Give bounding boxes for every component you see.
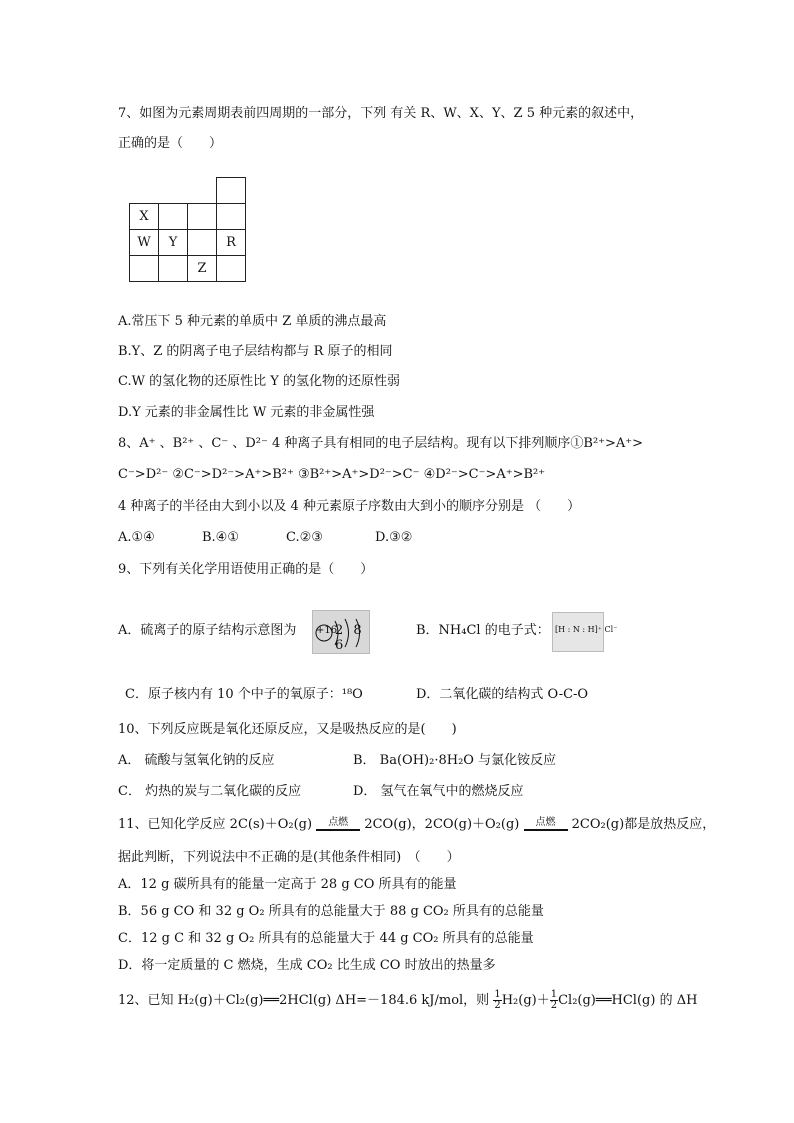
q11-text-post: 2CO₂(g)都是放热反应， bbox=[571, 817, 716, 832]
q10-option-a: A． 硫酸与氢氧化钠的反应 bbox=[118, 753, 275, 768]
fraction-numerator: 1 bbox=[550, 989, 558, 1000]
electron-shells: 2 8 6 bbox=[335, 623, 365, 653]
q8-option-a: A.①④ bbox=[118, 530, 155, 545]
table-cell bbox=[159, 178, 188, 204]
q11-text-pre: 11、已知化学反应 2C(s)＋O₂(g) bbox=[118, 817, 313, 832]
q7-option-b: B.Y、Z 的阴离子电子层结构都与 R 原子的相同 bbox=[118, 344, 393, 359]
q8-line3: 4 种离子的半径由大到小以及 4 种元素原子序数由大到小的顺序分别是 （ ） bbox=[118, 499, 581, 514]
q7-stem-line1: 7、如图为元素周期表前四周期的一部分，下列 有关 R、W、X、Y、Z 5 种元素的叙述中， bbox=[118, 106, 644, 121]
table-cell: R bbox=[217, 230, 246, 256]
q9-option-b-text: B．NH₄Cl 的电子式： bbox=[416, 623, 550, 638]
nh4cl-electron-formula bbox=[552, 612, 618, 652]
q12-stem bbox=[118, 990, 697, 1011]
q11-option-b: B．56 g CO 和 32 g O₂ 所具有的总能量大于 88 g CO₂ 所具有的总能量 bbox=[118, 904, 544, 919]
condition-label: 点燃 bbox=[535, 817, 556, 828]
q11-stem-line1 bbox=[118, 815, 715, 835]
q10-stem: 10、下列反应既是氧化还原反应，又是吸热反应的是( ) bbox=[118, 722, 457, 737]
reaction-condition-2 bbox=[524, 818, 568, 831]
q7-option-d: D.Y 元素的非金属性比 W 元素的非金属性强 bbox=[118, 405, 375, 420]
electron-formula-text: [H : N : H]⁺ Cl⁻ bbox=[555, 625, 618, 634]
q11-option-a: A．12 g 碳所具有的能量一定高于 28 g CO 所具有的能量 bbox=[118, 877, 457, 892]
nucleus-charge: +16 bbox=[316, 625, 338, 636]
q11-text-mid: 2CO(g)，2CO(g)＋O₂(g) bbox=[364, 817, 520, 832]
q7-option-c: C.W 的氢化物的还原性比 Y 的氢化物的还原性弱 bbox=[118, 374, 400, 389]
q10-option-d: D． 氢气在氧气中的燃烧反应 bbox=[353, 784, 524, 799]
table-cell bbox=[130, 256, 159, 282]
q7-option-a: A.常压下 5 种元素的单质中 Z 单质的沸点最高 bbox=[118, 314, 387, 329]
table-cell bbox=[188, 204, 217, 230]
q12-text-pre: 12、已知 H₂(g)＋Cl₂(g)══2HCl(g) ΔH=－184.6 kJ/mol，则 bbox=[118, 993, 490, 1008]
periodic-table-fragment bbox=[129, 177, 246, 282]
fraction-denominator: 2 bbox=[550, 1000, 558, 1011]
sulfur-ion-diagram bbox=[312, 610, 370, 654]
q9-stem: 9、下列有关化学用语使用正确的是（ ） bbox=[118, 562, 374, 577]
q9-option-d: D．二氧化碳的结构式 O-C-O bbox=[416, 687, 589, 702]
q11-option-d: D．将一定质量的 C 燃烧，生成 CO₂ 比生成 CO 时放出的热量多 bbox=[118, 958, 496, 973]
reaction-condition-1 bbox=[316, 818, 360, 831]
table-cell bbox=[217, 256, 246, 282]
q11-stem-line2: 据此判断，下列说法中不正确的是(其他条件相同) （ ） bbox=[118, 850, 460, 865]
table-cell bbox=[130, 178, 159, 204]
q12-text-mid1: H₂(g)＋ bbox=[501, 993, 550, 1008]
q9-option-c: C．原子核内有 10 个中子的氧原子：¹⁸O bbox=[125, 687, 363, 702]
q10-option-c: C． 灼热的炭与二氧化碳的反应 bbox=[118, 784, 302, 799]
q8-option-b: B.④① bbox=[202, 530, 239, 545]
q8-line2: C⁻>D²⁻ ②C⁻>D²⁻>A⁺>B²⁺ ③B²⁺>A⁺>D²⁻>C⁻ ④D²⁻>C⁻>A⁺>B²⁺ bbox=[118, 467, 546, 482]
table-cell bbox=[188, 178, 217, 204]
q9-option-a-text: A．硫离子的原子结构示意图为 bbox=[118, 623, 297, 638]
condition-label: 点燃 bbox=[328, 817, 349, 828]
q8-line1: 8、A⁺ 、B²⁺ 、C⁻ 、D²⁻ 4 种离子具有相同的电子层结构。现有以下排列顺序①B²⁺>A⁺> bbox=[118, 436, 644, 451]
table-cell: W bbox=[130, 230, 159, 256]
q12-text-mid2: Cl₂(g)══HCl(g) 的 ΔH bbox=[558, 993, 698, 1008]
table-cell bbox=[217, 178, 246, 204]
q8-option-c: C.②③ bbox=[286, 530, 323, 545]
fraction-denominator: 2 bbox=[494, 1000, 501, 1011]
q7-stem-line2: 正确的是（ ） bbox=[118, 136, 223, 151]
table-cell bbox=[159, 204, 188, 230]
table-cell bbox=[159, 256, 188, 282]
fraction-half bbox=[493, 990, 501, 1011]
q8-option-d: D.③② bbox=[375, 530, 413, 545]
q11-option-c: C．12 g C 和 32 g O₂ 所具有的总能量大于 44 g CO₂ 所具有的总能量 bbox=[118, 931, 534, 946]
table-cell bbox=[217, 204, 246, 230]
table-cell: X bbox=[130, 204, 159, 230]
fraction-numerator: 1 bbox=[494, 989, 501, 1000]
q10-option-b: B． Ba(OH)₂·8H₂O 与氯化铵反应 bbox=[353, 753, 557, 768]
table-cell bbox=[188, 230, 217, 256]
fraction-half bbox=[550, 990, 558, 1011]
table-cell: Y bbox=[159, 230, 188, 256]
table-cell: Z bbox=[188, 256, 217, 282]
